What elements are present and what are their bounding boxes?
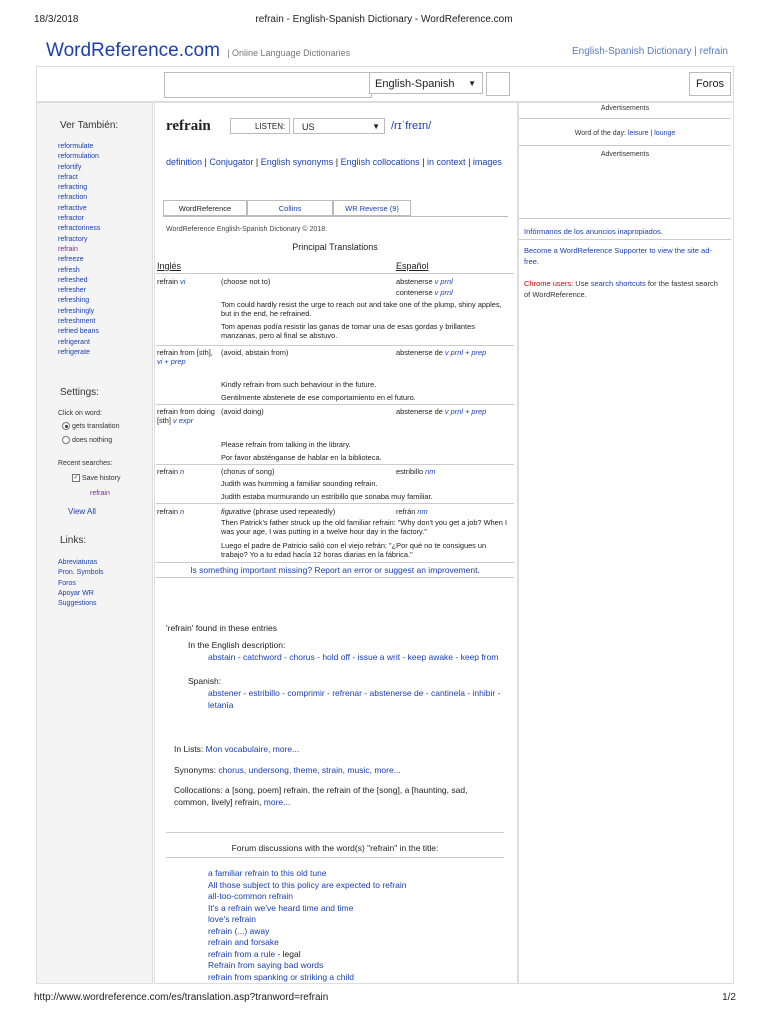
radio-icon[interactable]	[62, 436, 70, 444]
see-also-item[interactable]: refractor	[58, 215, 85, 223]
see-also-item[interactable]: refract	[58, 173, 78, 181]
in-lists: In Lists: Mon vocabulaire, more...	[174, 744, 300, 754]
print-date: 18/3/2018	[34, 14, 79, 25]
entry-note: (avoid, abstain from)	[221, 348, 289, 357]
report-error-link[interactable]: Is something important missing? Report an error or suggest an improvement.	[190, 565, 480, 575]
column-header-english: Inglés	[157, 261, 182, 271]
row-divider	[156, 562, 514, 563]
search-button[interactable]	[486, 72, 510, 96]
link-conjugator[interactable]: Conjugator	[209, 157, 254, 167]
forum-link[interactable]: refrain from a rule	[208, 948, 276, 959]
forum-list	[208, 868, 406, 983]
example-spanish: Judith estaba murmurando un estribillo que sonaba muy familiar.	[221, 492, 433, 501]
divider	[519, 218, 731, 219]
see-also-item[interactable]: refortify	[58, 163, 82, 171]
example-spanish: Tom apenas podía resistir las ganas de tomar una de esas gordas y brillantes manzanas, pero al final se abstuvo.	[221, 322, 475, 340]
entry-translation: abstenerse de v prnl + prep	[396, 407, 487, 416]
example-english: Kindly refrain from such behaviour in the future.	[221, 380, 377, 389]
see-also-item[interactable]: refreshed	[58, 276, 88, 284]
view-all-link[interactable]: View All	[68, 507, 96, 516]
forum-divider	[166, 832, 504, 833]
checkbox-checked-icon[interactable]: ✓	[73, 475, 79, 481]
ads-label: Advertisements	[600, 151, 650, 158]
see-also-item[interactable]: refraction	[58, 194, 88, 202]
chrome-tip: Chrome users: Use search shortcuts for the fastest search of WordReference.	[524, 279, 718, 299]
link-item[interactable]: Pron. Symbols	[58, 569, 104, 577]
forum-link[interactable]: refrain and forsake	[208, 937, 279, 947]
site-logo[interactable]	[46, 40, 350, 62]
settings-title: Settings:	[60, 387, 99, 398]
forum-divider	[166, 857, 504, 858]
listen-label: LISTEN:	[230, 118, 290, 134]
see-also-item[interactable]: refractive	[58, 204, 87, 212]
see-also-item[interactable]: refrigerant	[58, 338, 90, 346]
entry-translation: estribillo nm	[396, 467, 436, 476]
link-in-context[interactable]: in context	[427, 157, 466, 167]
entry-term: refrain vi	[157, 277, 186, 286]
forum-link-row: refrain from a rule - legal	[208, 948, 301, 959]
see-also-list	[58, 142, 100, 358]
headword: refrain	[166, 118, 211, 134]
example-english: Please refrain from talking in the library.	[221, 440, 351, 449]
divider	[519, 239, 731, 240]
search-input[interactable]	[164, 72, 372, 98]
example-spanish: Gentilmente abstenete de ese comportamiento en el futuro.	[221, 393, 416, 402]
entry-term: refrain from [sth], vi + prep	[157, 348, 213, 366]
link-english-collocations[interactable]: English collocations	[340, 157, 420, 167]
recent-search-item[interactable]: refrain	[90, 490, 110, 497]
tabs-divider	[163, 216, 508, 217]
page-number: 1/2	[722, 992, 736, 1003]
see-also-item[interactable]: refractoriness	[58, 225, 101, 233]
link-item[interactable]: Apoyar WR	[58, 589, 94, 597]
site-tagline: | Online Language Dictionaries	[227, 48, 351, 58]
forum-link[interactable]: Refrain from saying bad words	[208, 960, 324, 970]
links-title: Links:	[60, 535, 87, 546]
see-also-item[interactable]: refreshing	[58, 297, 90, 305]
see-also-item[interactable]: refreeze	[58, 256, 84, 264]
forum-link[interactable]: refrain from spanking or striking a child	[208, 971, 354, 982]
word-of-the-day: Word of the day: leisure | lounge	[574, 130, 676, 137]
entry-term: refrain n	[157, 467, 185, 476]
in-lists-links[interactable]: Mon vocabulaire, more...	[205, 744, 300, 754]
link-item[interactable]: Foros	[58, 579, 76, 587]
synonyms: Synonyms: chorus, undersong, theme, strain, music, more...	[174, 765, 401, 775]
example-english: Tom could hardly resist the urge to reach out and take one of the plump, shiny apples, but in the end, he refrained.	[221, 300, 502, 318]
divider	[519, 145, 731, 146]
english-description-links[interactable]: abstain - catchword - chorus - hold off - issue a writ - keep awake - keep from	[208, 652, 499, 662]
radio-selected-icon[interactable]	[62, 422, 70, 430]
dictionary-select[interactable]	[369, 72, 483, 94]
row-divider	[156, 503, 514, 504]
row-divider	[156, 577, 514, 578]
breadcrumb[interactable]: English-Spanish Dictionary | refrain	[571, 46, 728, 57]
pronunciation: /rɪˈfreɪn/	[391, 120, 432, 132]
row-divider	[156, 404, 514, 405]
entry-translation: contenerse v prnl	[396, 288, 453, 297]
copyright-line: WordReference English-Spanish Dictionary © 2018:	[166, 226, 328, 233]
row-divider	[156, 464, 514, 465]
entry-translation: refrán nm	[396, 507, 428, 516]
entry-note: figurative (phrase used repeatedly)	[221, 507, 336, 516]
ads-label: Advertisements	[600, 105, 650, 112]
tab-wordreference[interactable]: WordReference	[163, 200, 247, 216]
forum-link[interactable]: refrain (...) away	[208, 925, 270, 936]
row-divider	[156, 345, 514, 346]
entry-term: refrain n	[157, 507, 185, 516]
link-item[interactable]: Suggestions	[58, 600, 97, 608]
search-shortcuts-link[interactable]: search shortcuts	[590, 279, 646, 288]
collocations-more-link[interactable]: more...	[263, 797, 291, 807]
chevron-down-icon: ▼	[372, 122, 380, 131]
see-also-item[interactable]: refracting	[58, 184, 88, 192]
forum-link[interactable]: All those subject to this policy are expected to refrain	[208, 879, 407, 890]
click-on-word-label: Click on word:	[58, 410, 102, 417]
see-also-item[interactable]: refractory	[58, 235, 88, 243]
logo-word: WordReference	[46, 40, 179, 61]
save-history-checkbox[interactable]: ✓ Save history	[73, 474, 121, 482]
row-divider	[156, 273, 514, 274]
see-also-item[interactable]: refresh	[58, 266, 80, 274]
spanish-label: Spanish:	[188, 676, 222, 686]
spanish-links[interactable]: abstener - estribillo - comprimir - refrenar - abstenerse de - cantinela - inhibir - letanía	[208, 688, 501, 710]
link-english-synonyms[interactable]: English synonyms	[260, 157, 334, 167]
collocations: Collocations: a [song, poem] refrain, the refrain of the [song], a [haunting, sad, common, lively] refrain, more...	[174, 785, 468, 807]
chevron-down-icon: ▼	[468, 79, 476, 88]
example-english: Then Patrick's father struck up the old familiar refrain: "Why don't you get a job? When I was your age, I was putting in a twelve hour day in the factory."	[221, 518, 508, 536]
see-also-title: Ver También:	[60, 120, 119, 131]
example-spanish: Por favor absténganse de hablar en la biblioteca.	[221, 453, 382, 462]
option-gets-translation[interactable]: gets translation	[62, 422, 119, 430]
wotd-link-1[interactable]: leisure	[627, 130, 649, 137]
foros-button[interactable]: Foros	[689, 72, 731, 96]
see-also-item[interactable]: refresher	[58, 287, 87, 295]
accent-value: US	[302, 122, 315, 132]
forum-link[interactable]: It's a refrain we've heard time and time	[208, 902, 354, 913]
see-also-item[interactable]: refrigerate	[58, 348, 90, 356]
print-url: http://www.wordreference.com/es/translation.asp?tranword=refrain	[34, 992, 329, 1003]
see-also-item[interactable]: reformulate	[58, 143, 94, 150]
forum-title: Forum discussions with the word(s) "refrain" in the title:	[231, 843, 439, 853]
print-title: refrain - English-Spanish Dictionary - WordReference.com	[255, 14, 513, 25]
column-header-spanish: Español	[396, 261, 429, 271]
synonyms-links[interactable]: chorus, undersong, theme, strain, music, more...	[218, 765, 401, 775]
see-also-item[interactable]: reformulation	[58, 153, 99, 161]
entry-translation: abstenerse de v prnl + prep	[396, 348, 487, 357]
forum-link[interactable]: all-too-common refrain	[208, 891, 294, 901]
english-description-label: In the English description:	[188, 640, 286, 650]
principal-translations-title: Principal Translations	[292, 242, 378, 252]
forum-link[interactable]: love's refrain	[208, 914, 256, 924]
entry-note: (chorus of song)	[221, 467, 275, 476]
link-images[interactable]: images	[472, 157, 502, 167]
found-in-title: 'refrain' found in these entries	[166, 623, 277, 633]
example-english: Judith was humming a familiar sounding refrain.	[221, 479, 378, 488]
links-list	[58, 558, 104, 609]
logo-com: .com	[178, 40, 220, 61]
entry-term: refrain from doing [sth] v expr	[157, 407, 215, 425]
supporter-link[interactable]: Become a WordReference Supporter to view the site ad-free.	[524, 246, 712, 266]
wotd-link-2[interactable]: lounge	[654, 130, 676, 137]
entry-translation: abstenerse v prnl	[396, 277, 453, 286]
dictionary-select-value: English-Spanish	[375, 78, 455, 90]
report-ads-link[interactable]: Infórmanos de los anuncios inapropiados.	[524, 227, 663, 236]
see-also-item[interactable]: refreshment	[58, 318, 96, 326]
entry-note: (avoid doing)	[221, 407, 264, 416]
link-definition[interactable]: definition	[166, 157, 203, 167]
see-also-item[interactable]: refried beans	[58, 328, 99, 336]
definition-links: definition | Conjugator | English synonyms | English collocations | in context | images	[166, 157, 502, 167]
tab-wr-reverse[interactable]: WR Reverse (9)	[333, 200, 411, 216]
forum-link[interactable]: a familiar refrain to this old tune	[208, 868, 327, 878]
see-also-item-current[interactable]: refrain	[58, 245, 78, 253]
example-spanish: Luego el padre de Patricio salió con el viejo refrán: "¿Por qué no te consigues un trabajo? Yo a tu edad hacía 12 horas diarias en la fábrica."	[221, 541, 487, 559]
divider	[519, 118, 731, 119]
link-item[interactable]: Abreviaturas	[58, 559, 98, 566]
tab-collins[interactable]: Collins	[247, 200, 333, 216]
option-does-nothing[interactable]: does nothing	[62, 436, 112, 444]
accent-select[interactable]	[293, 118, 385, 134]
entry-note: (choose not to)	[221, 277, 271, 286]
see-also-item[interactable]: refreshingly	[58, 307, 95, 315]
recent-searches-label: Recent searches:	[58, 460, 113, 467]
